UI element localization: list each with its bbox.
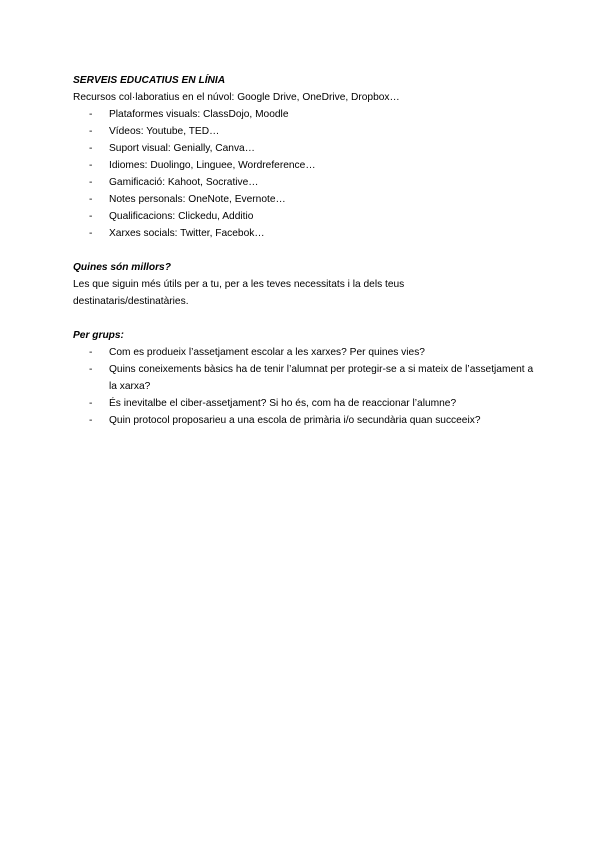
list-item bbox=[73, 157, 543, 174]
list-item-text: És inevitalbe el ciber-assetjament? Si ho és, com ha de reaccionar l’alumne? bbox=[109, 398, 457, 409]
bullet-dash: - bbox=[89, 211, 93, 222]
list-item bbox=[73, 412, 543, 429]
list-item-text: Suport visual: Genially, Canva… bbox=[109, 143, 255, 154]
intro-text: Recursos col·laboratius en el núvol: Google Drive, OneDrive, Dropbox… bbox=[73, 92, 400, 103]
document-page bbox=[73, 72, 543, 429]
answer-line-1: Les que siguin més útils per a tu, per a les teves necessitats i la dels teus bbox=[73, 279, 405, 290]
answer-line-2: destinataris/destinatàries. bbox=[73, 296, 189, 307]
list-item-text: Vídeos: Youtube, TED… bbox=[109, 126, 220, 137]
section-title-quines: Quines són millors? bbox=[73, 262, 171, 273]
list-item-text: Plataformes visuals: ClassDojo, Moodle bbox=[109, 109, 289, 120]
section-title-grups: Per grups: bbox=[73, 330, 124, 341]
bullet-dash: - bbox=[89, 398, 93, 409]
list-item bbox=[73, 106, 543, 123]
list-item bbox=[73, 225, 543, 242]
spacer bbox=[73, 242, 543, 259]
spacer bbox=[73, 310, 543, 327]
list-item bbox=[73, 191, 543, 208]
list-item-text: Notes personals: OneNote, Evernote… bbox=[109, 194, 286, 205]
list-item-text: Gamificació: Kahoot, Socrative… bbox=[109, 177, 259, 188]
bullet-dash: - bbox=[89, 177, 93, 188]
bullet-dash: - bbox=[89, 228, 93, 239]
list-item bbox=[73, 140, 543, 157]
list-item-text: Qualificacions: Clickedu, Additio bbox=[109, 211, 254, 222]
section-title-serveis: SERVEIS EDUCATIUS EN LÍNIA bbox=[73, 75, 226, 86]
bullet-dash: - bbox=[89, 160, 93, 171]
questions-list bbox=[73, 344, 543, 429]
list-item bbox=[73, 395, 543, 412]
list-item-text: Idiomes: Duolingo, Linguee, Wordreference… bbox=[109, 160, 316, 171]
answer-text bbox=[73, 276, 543, 310]
bullet-dash: - bbox=[89, 364, 93, 375]
bullet-dash: - bbox=[89, 347, 93, 358]
list-item bbox=[73, 123, 543, 140]
bullet-dash: - bbox=[89, 194, 93, 205]
list-item bbox=[73, 208, 543, 225]
list-item bbox=[73, 344, 543, 361]
list-item-text: Quin protocol proposarieu a una escola de primària i/o secundària quan succeeix? bbox=[109, 415, 481, 426]
bullet-dash: - bbox=[89, 126, 93, 137]
bullet-dash: - bbox=[89, 415, 93, 426]
tools-list bbox=[73, 106, 543, 242]
list-item-text: Quins coneixements bàsics ha de tenir l’alumnat per protegir-se a si mateix de l’assetjament a la xarxa? bbox=[109, 364, 534, 392]
list-item bbox=[73, 361, 543, 395]
bullet-dash: - bbox=[89, 143, 93, 154]
list-item-text: Com es produeix l’assetjament escolar a les xarxes? Per quines vies? bbox=[109, 347, 425, 358]
list-item bbox=[73, 174, 543, 191]
list-item-text: Xarxes socials: Twitter, Facebok… bbox=[109, 228, 265, 239]
bullet-dash: - bbox=[89, 109, 93, 120]
